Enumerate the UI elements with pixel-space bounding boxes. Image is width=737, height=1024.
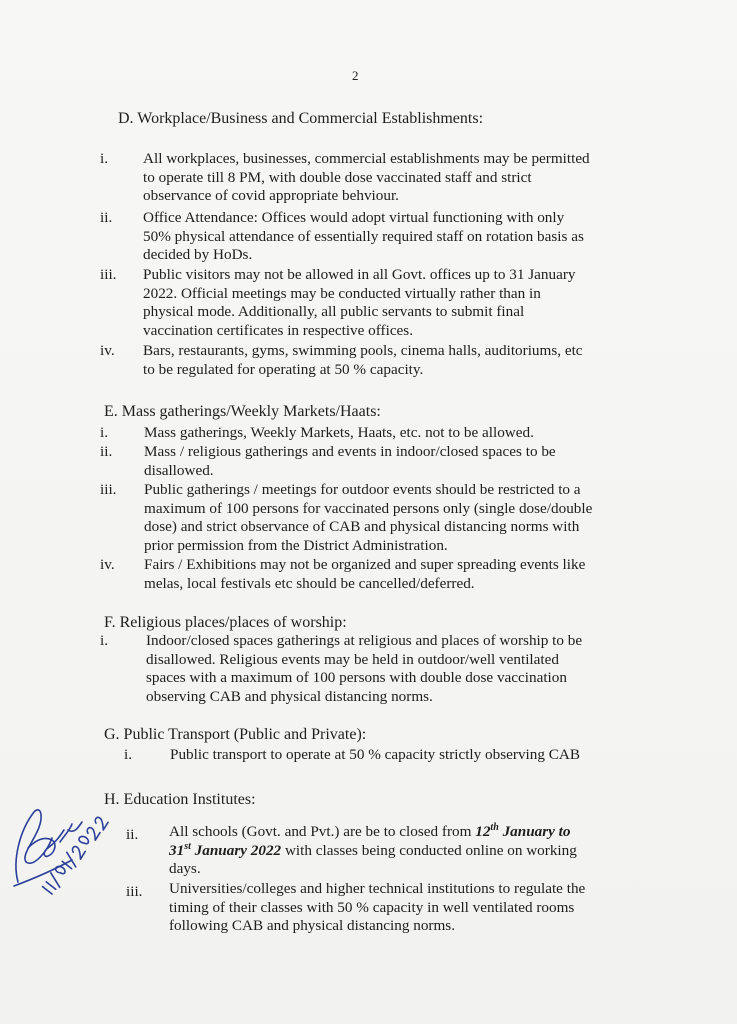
handwritten-signature: [0, 790, 143, 910]
item-text: All schools (Govt. and Pvt.) are be to closed from: [169, 823, 476, 840]
item-line: Fairs / Exhibitions may not be organized and super spreading events like: [144, 556, 586, 573]
list-item: [143, 150, 590, 206]
item-line: dose) and strict observance of CAB and physical distancing norms with: [144, 518, 580, 535]
item-line: disallowed.: [144, 461, 214, 479]
item-line: [169, 823, 577, 842]
item-line: decided by HoDs.: [143, 246, 253, 263]
section-h-heading: H. Education Institutes:: [104, 791, 256, 808]
item-line: to be regulated for operating at 50 % capacity.: [143, 360, 424, 378]
item-line: following CAB and physical distancing norms.: [169, 917, 456, 934]
date-day: 12: [475, 823, 491, 840]
item-line: Mass / religious gatherings and events in indoor/closed spaces to be: [144, 443, 556, 460]
item-line: physical mode. Additionally, all public servants to submit final: [143, 303, 525, 320]
list-item: [143, 209, 584, 265]
emphasis-date: [169, 842, 281, 859]
item-number: iii.: [126, 883, 143, 900]
item-line: Office Attendance: Offices would adopt virtual functioning with only: [143, 209, 565, 226]
item-number: i.: [100, 424, 109, 441]
section-f-heading: F. Religious places/places of worship:: [104, 614, 347, 631]
item-line: to operate till 8 PM, with double dose vaccinated staff and strict: [143, 168, 532, 186]
list-item: [144, 556, 585, 593]
section-e-heading: E. Mass gatherings/Weekly Markets/Haats:: [104, 403, 381, 420]
list-item: [143, 266, 576, 340]
item-line: melas, local festivals etc should be cancelled/deferred.: [144, 574, 475, 592]
item-line: Universities/colleges and higher technical institutions to regulate the: [169, 880, 586, 897]
item-line: Bars, restaurants, gyms, swimming pools, cinema halls, auditoriums, etc: [143, 342, 583, 359]
signature-drawing: [0, 790, 143, 910]
item-line: vaccination certificates in respective offices.: [143, 321, 414, 339]
section-g-heading: G. Public Transport (Public and Private):: [104, 726, 367, 743]
item-line: Mass gatherings, Weekly Markets, Haats, etc. not to be allowed.: [144, 424, 534, 441]
date-suffix: st: [184, 840, 191, 852]
date-rest: January 2022: [190, 841, 282, 859]
item-line: spaces with a maximum of 100 persons with double dose vaccination: [146, 669, 567, 686]
item-number: iii.: [100, 266, 117, 283]
section-d-heading: D. Workplace/Business and Commercial Establishments:: [118, 110, 484, 127]
item-number: i.: [124, 746, 133, 763]
item-line: 2022. Official meetings may be conducted virtually rather than in: [143, 284, 541, 302]
item-number: iv.: [100, 556, 115, 573]
item-line: Public visitors may not be allowed in all Govt. offices up to 31 January: [143, 266, 576, 283]
item-number: iv.: [100, 342, 115, 359]
item-text: with classes being conducted online on working: [281, 841, 577, 859]
item-number: ii.: [100, 443, 113, 460]
item-line: days.: [169, 860, 201, 877]
item-number: ii.: [126, 826, 139, 843]
list-item: [144, 424, 534, 443]
item-number: i.: [100, 632, 109, 649]
item-line: 50% physical attendance of essentially required staff on rotation basis as: [143, 227, 584, 245]
item-line: observing CAB and physical distancing norms.: [146, 687, 433, 705]
date-day: 31: [169, 841, 185, 859]
date-suffix: th: [490, 821, 499, 833]
item-line: maximum of 100 persons for vaccinated persons only (single dose/double: [144, 499, 593, 517]
item-line: disallowed. Religious events may be held in outdoor/well ventilated: [146, 650, 559, 668]
list-item: [170, 746, 580, 765]
item-number: i.: [100, 150, 109, 167]
list-item: [146, 632, 582, 706]
item-line: [169, 842, 577, 861]
list-item: [143, 342, 583, 379]
emphasis-date: [475, 823, 570, 840]
item-number: ii.: [100, 209, 113, 226]
item-line: timing of their classes with 50 % capacity in well ventilated rooms: [169, 898, 575, 916]
list-item: [169, 823, 577, 879]
item-line: Public transport to operate at 50 % capacity strictly observing CAB: [170, 746, 580, 763]
item-line: Indoor/closed spaces gatherings at religious and places of worship to be: [146, 632, 583, 649]
date-rest: January to: [498, 823, 571, 840]
page-number: 2: [352, 68, 359, 83]
item-number: iii.: [100, 481, 117, 498]
item-line: observance of covid appropriate behviour.: [143, 187, 399, 204]
list-item: [144, 481, 592, 555]
item-line: prior permission from the District Administration.: [144, 536, 448, 554]
list-item: [144, 443, 556, 480]
item-line: Public gatherings / meetings for outdoor events should be restricted to a: [144, 481, 581, 498]
list-item: [169, 880, 585, 936]
item-line: All workplaces, businesses, commercial establishments may be permitted: [143, 150, 590, 167]
